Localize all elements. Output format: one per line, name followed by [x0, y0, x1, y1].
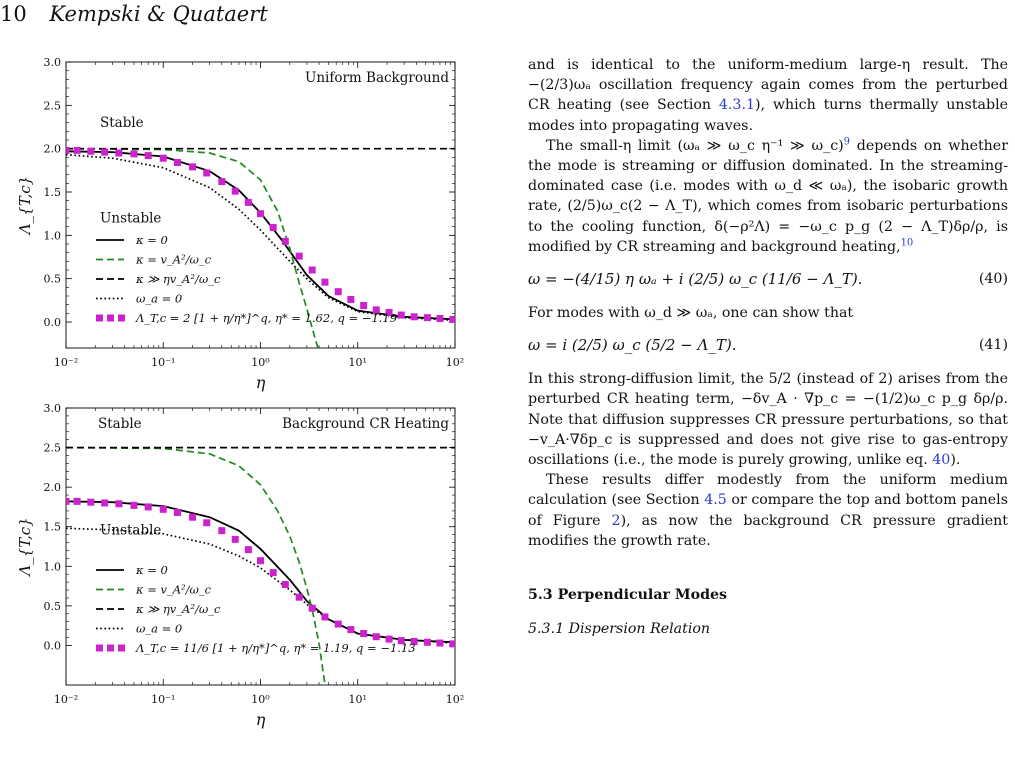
data-marker	[347, 626, 354, 633]
x-tick-label: 10⁰	[251, 693, 270, 706]
x-tick-label: 10⁻¹	[151, 356, 176, 369]
y-tick-label: 1.5	[43, 520, 61, 534]
legend-marker	[107, 315, 114, 322]
data-marker	[145, 152, 152, 159]
panel-title: Background CR Heating	[282, 416, 449, 432]
equation-40: ω = −(4/15) η ωₐ + i (2/5) ω_c (11/6 − Λ_T). (40)	[528, 270, 1008, 289]
running-title: Kempski & Quataert	[49, 2, 268, 26]
data-marker	[87, 148, 94, 155]
data-marker	[296, 253, 303, 260]
section-link[interactable]: 4.5	[704, 492, 727, 509]
data-marker	[436, 315, 443, 322]
y-tick-label: 1.5	[43, 186, 61, 199]
data-marker	[101, 149, 108, 156]
data-marker	[270, 569, 277, 576]
data-marker	[87, 499, 94, 506]
data-marker	[218, 178, 225, 185]
figure-panel-bottom	[0, 400, 480, 747]
data-marker	[321, 613, 328, 620]
equation-number: (41)	[978, 337, 1008, 354]
data-marker	[257, 557, 264, 564]
data-marker	[189, 163, 196, 170]
data-marker	[203, 519, 210, 526]
data-marker	[160, 506, 167, 513]
data-marker	[360, 302, 367, 309]
x-axis-label: η	[255, 373, 266, 392]
data-marker	[347, 296, 354, 303]
data-marker	[424, 314, 431, 321]
y-tick-label: 0.5	[43, 599, 61, 613]
data-marker	[174, 509, 181, 516]
section-heading: 5.3 Perpendicular Modes	[528, 587, 728, 604]
data-marker	[309, 267, 316, 274]
y-tick-label: 2.5	[43, 441, 61, 455]
text-column	[528, 55, 1008, 639]
legend-label: κ ≫ ηv_A²/ω_c	[136, 602, 221, 616]
legend-label: κ = 0	[136, 563, 168, 577]
x-tick-label: 10⁰	[251, 356, 270, 369]
legend-marker	[118, 315, 125, 322]
data-marker	[101, 499, 108, 506]
region-label-unstable: Unstable	[100, 522, 162, 539]
data-marker	[145, 503, 152, 510]
x-tick-label: 10⁻¹	[151, 693, 176, 706]
data-marker	[74, 498, 81, 505]
x-tick-label: 10⁻²	[53, 693, 79, 706]
data-marker	[63, 147, 70, 154]
data-marker	[282, 238, 289, 245]
y-tick-label: 1.0	[43, 560, 61, 574]
data-marker	[335, 621, 342, 628]
legend-label: ω_a = 0	[136, 291, 183, 306]
data-marker	[321, 279, 328, 286]
paragraph: These results differ modestly from the uniform medium calculation (see Section 4.5 or compare the top and bottom panels of Figure 2), as now the background CR pressure gradient modifies the growth rate.	[528, 472, 1009, 549]
y-tick-label: 0.0	[43, 639, 61, 653]
subsection-heading: 5.3.1 Dispersion Relation	[528, 621, 711, 638]
running-header	[0, 2, 268, 26]
panel-title: Uniform Background	[304, 70, 449, 86]
series-line	[66, 151, 455, 319]
data-marker	[335, 288, 342, 295]
legend-label: κ = 0	[136, 233, 168, 247]
data-marker	[309, 605, 316, 612]
footnote-link[interactable]: 9	[843, 136, 851, 148]
footnote-link[interactable]: 10	[900, 237, 914, 249]
x-tick-label: 10¹	[348, 356, 367, 369]
figure-panel-top	[0, 50, 480, 395]
section-link[interactable]: 4.3.1	[718, 97, 755, 114]
data-marker	[189, 514, 196, 521]
region-label-unstable: Unstable	[100, 210, 162, 227]
x-tick-label: 10²	[445, 693, 465, 706]
data-marker	[436, 640, 443, 647]
data-marker	[74, 147, 81, 154]
data-marker	[270, 224, 277, 231]
legend-marker	[107, 645, 114, 652]
legend-marker	[96, 645, 103, 652]
legend-label: κ = v_A²/ω_c	[136, 582, 212, 597]
equation-link[interactable]: 40	[932, 452, 951, 469]
data-marker	[174, 159, 181, 166]
legend-label: κ = v_A²/ω_c	[136, 252, 212, 267]
data-marker	[398, 312, 405, 319]
data-marker	[160, 155, 167, 162]
data-marker	[130, 502, 137, 509]
y-tick-label: 2.0	[43, 142, 61, 156]
data-marker	[232, 188, 239, 195]
data-marker	[257, 210, 264, 217]
page-number: 10	[0, 2, 27, 26]
figure-link[interactable]: 2	[611, 512, 621, 529]
legend-label: ω_a = 0	[136, 621, 183, 636]
data-marker	[296, 594, 303, 601]
y-tick-label: 2.5	[43, 99, 61, 113]
y-tick-label: 3.0	[43, 56, 61, 69]
x-axis-label: η	[255, 710, 266, 729]
data-marker	[411, 313, 418, 320]
y-tick-label: 0.0	[43, 316, 61, 329]
data-marker	[282, 581, 289, 588]
data-marker	[373, 633, 380, 640]
data-marker	[115, 150, 122, 157]
paragraph: and is identical to the uniform-medium large-η result. The −(2/3)ωₐ oscillation frequency again comes from the perturbed CR heating (see Section 4.3.1), which turns thermally unstable modes into propagating waves.	[528, 57, 1009, 134]
legend-marker	[118, 645, 125, 652]
legend-label: Λ_T,c = 2 [1 + η/η*]^q, η* = 1.62, q = −1.19	[136, 311, 398, 325]
x-tick-label: 10²	[445, 356, 465, 369]
data-marker	[130, 150, 137, 157]
data-marker	[63, 498, 70, 505]
plot-frame	[66, 62, 455, 348]
legend-label: κ ≫ ηv_A²/ω_c	[136, 272, 221, 286]
region-label-stable: Stable	[98, 415, 142, 432]
data-marker	[218, 527, 225, 534]
legend-label: Λ_T,c = 11/6 [1 + η/η*]^q, η* = 1.19, q = −1.13	[136, 641, 416, 655]
y-tick-label: 2.0	[43, 481, 61, 495]
data-marker	[245, 546, 252, 553]
data-marker	[245, 199, 252, 206]
equation-41: ω = i (2/5) ω_c (5/2 − Λ_T). (41)	[528, 336, 1008, 355]
paragraph: The small-η limit (ωₐ ≫ ω_c η⁻¹ ≫ ω_c)$^9$ depends on whether the mode is streaming or diffusion dominated. In the streaming-dominated case (i.e. modes with ω_d ≪ ωₐ), the isobaric growth rate, (2/5)ω_c(2 − Λ_T), which comes from isobaric perturbations to the cooling function, δ(−ρ²Λ) = −ω_c p_g (2 − Λ_T)δρ/ρ, is modified by CR streaming and background heating,$^{10}$	[528, 136, 1008, 255]
data-marker	[203, 169, 210, 176]
data-marker	[115, 500, 122, 507]
y-tick-label: 3.0	[43, 402, 61, 415]
y-tick-label: 1.0	[43, 229, 61, 243]
x-tick-label: 10⁻²	[53, 356, 79, 369]
y-axis-label: Λ_{T,c}	[16, 517, 34, 576]
y-tick-label: 0.5	[43, 272, 61, 286]
series-line	[66, 528, 455, 643]
legend-marker	[96, 315, 103, 322]
data-marker	[232, 536, 239, 543]
y-axis-label: Λ_{T,c}	[16, 175, 34, 235]
x-tick-label: 10¹	[348, 693, 367, 706]
region-label-stable: Stable	[100, 115, 144, 131]
data-marker	[360, 630, 367, 637]
paragraph: In this strong-diffusion limit, the 5/2 (instead of 2) arises from the perturbed CR heating term, −δv_A · ∇p_c = −(1/2)ω_c p_g δρ/ρ. Note that diffusion suppresses CR pressure perturbations, so that −v_A·∇δp_c is suppressed and does not give rise to gas-entropy oscillations (i.e., the mode is purely growing, unlike eq. 40).	[528, 371, 1008, 469]
paragraph: For modes with ω_d ≫ ωₐ, one can show that	[528, 305, 854, 322]
equation-number: (40)	[978, 271, 1008, 288]
data-marker	[424, 639, 431, 646]
